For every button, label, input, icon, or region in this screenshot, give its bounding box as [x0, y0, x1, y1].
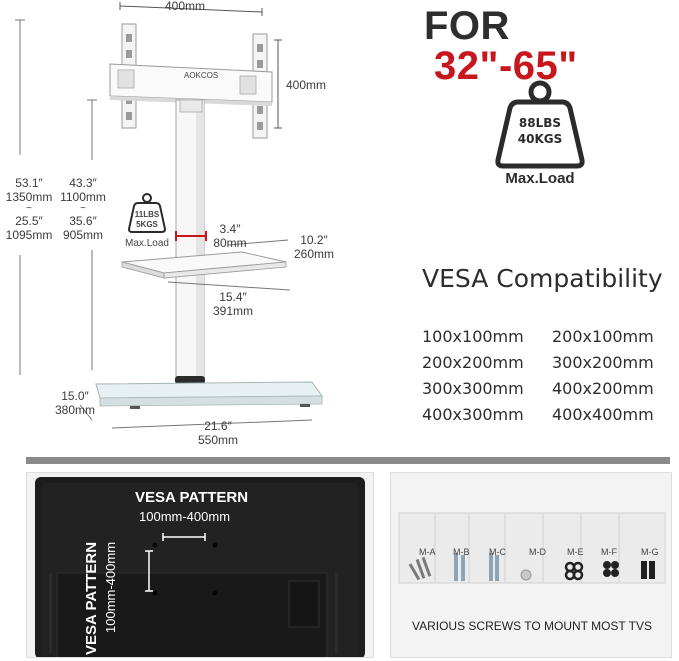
dim-shelf-depth — [286, 233, 342, 261]
dim-base-width-mm: 550mm — [197, 433, 238, 447]
dim-total-height-mm: 1350mm — [5, 190, 53, 204]
screw-label-mb: M-B — [453, 547, 470, 557]
dim-top-width: 400mm — [165, 0, 206, 13]
tv-back-panel — [26, 472, 374, 658]
dim-column-in: 3.4″ — [219, 222, 241, 236]
dim-total-height-in: 53.1″ — [15, 176, 43, 190]
vesa-pattern-h-range: 100mm-400mm — [139, 509, 231, 524]
dim-mount-height-mm: 1100mm — [60, 190, 106, 204]
screw-label-mg: M-G — [641, 547, 659, 557]
dim-min-total-in: 25.5″ — [15, 214, 43, 228]
screw-label-md: M-D — [529, 547, 546, 557]
screws-panel — [390, 472, 672, 658]
shelf-load-kgs: 5KGS — [136, 220, 158, 229]
vesa-item: 400x400mm — [552, 405, 654, 424]
dim-column — [208, 222, 252, 250]
dim-min-total-mm: 1095mm — [5, 228, 53, 242]
vesa-item: 100x100mm — [422, 327, 524, 346]
vesa-item: 400x300mm — [422, 405, 524, 424]
vesa-list-left — [422, 324, 524, 428]
dim-shelf-width — [208, 290, 258, 318]
dim-total-height — [0, 176, 58, 242]
vesa-item: 200x200mm — [422, 353, 524, 372]
max-load-lbs: 88LBS — [518, 116, 562, 130]
max-load-kgs: 40KGS — [517, 132, 563, 146]
vesa-pattern-h-title: VESA PATTERN — [135, 489, 249, 506]
dim-right-height: 400mm — [286, 78, 327, 92]
dim-shelf-depth-in: 10.2″ — [300, 233, 328, 247]
headline-size-range: 32"-65" — [434, 44, 578, 88]
dim-base-depth-in: 15.0″ — [61, 389, 89, 403]
dim-base-width-in: 21.6″ — [204, 419, 232, 433]
section-divider — [26, 457, 670, 464]
screw-label-me: M-E — [567, 547, 584, 557]
vesa-item: 300x300mm — [422, 379, 524, 398]
dim-total-height-tilde: ~ — [26, 203, 32, 214]
bracket-brand: AOKCOS — [184, 71, 219, 80]
shelf-load-badge — [118, 192, 176, 254]
headline — [424, 4, 674, 88]
dim-mount-height-in: 43.3″ — [69, 176, 97, 190]
vesa-list-right — [552, 324, 654, 428]
dim-min-mount-mm: 905mm — [62, 228, 103, 242]
dim-min-mount-in: 35.6″ — [69, 214, 97, 228]
vesa-item: 200x100mm — [552, 327, 654, 346]
dim-shelf-width-in: 15.4″ — [219, 290, 247, 304]
dim-shelf-depth-mm: 260mm — [293, 247, 334, 261]
dim-mount-height-tilde: ~ — [80, 203, 86, 214]
shelf-load-label: Max.Load — [125, 238, 169, 249]
shelf-load-lbs: 11LBS — [134, 210, 160, 219]
screws-caption: VARIOUS SCREWS TO MOUNT MOST TVS — [411, 619, 653, 633]
vesa-item: 300x200mm — [552, 353, 654, 372]
dim-mount-height — [56, 176, 110, 242]
vesa-pattern-v-range: 100mm-400mm — [103, 541, 118, 633]
dim-base-depth-mm: 380mm — [54, 403, 95, 417]
vesa-pattern-v-title: VESA PATTERN — [83, 541, 100, 655]
max-load-label: Max.Load — [505, 170, 575, 187]
screw-label-ma: M-A — [419, 547, 436, 557]
screw-label-mc: M-C — [489, 547, 506, 557]
dim-base-width — [188, 419, 248, 447]
dim-column-mm: 80mm — [213, 236, 247, 250]
max-load-badge — [490, 80, 590, 190]
screw-label-mf: M-F — [601, 547, 617, 557]
dim-shelf-width-mm: 391mm — [212, 304, 253, 318]
dim-base-depth — [50, 389, 100, 417]
vesa-item: 400x200mm — [552, 379, 654, 398]
headline-for: FOR — [424, 4, 510, 48]
vesa-compatibility-title: VESA Compatibility — [422, 264, 663, 293]
